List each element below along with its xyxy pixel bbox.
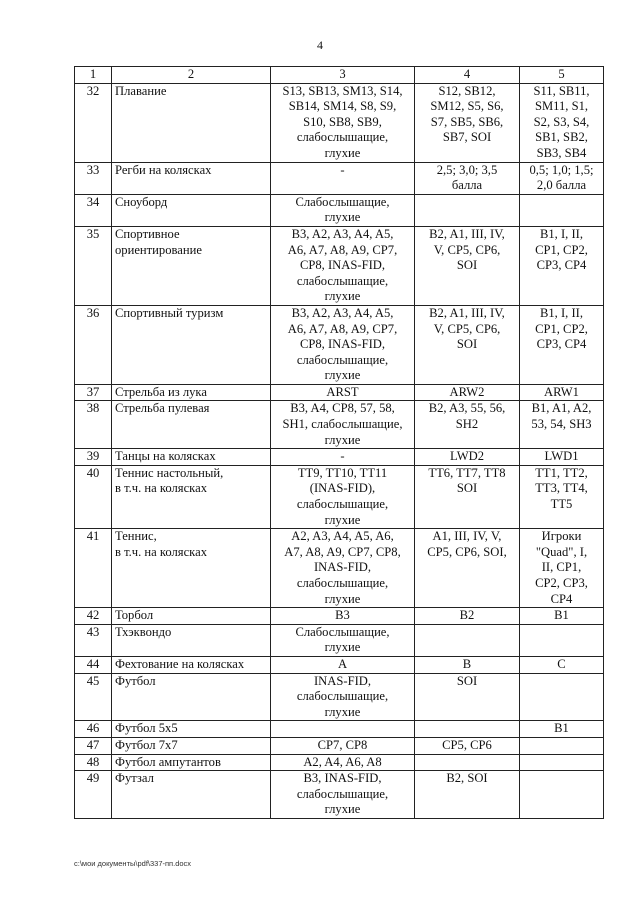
class-col-4-cell: B2	[415, 608, 520, 625]
class-col-5-cell: B1	[520, 721, 604, 738]
table-row	[75, 449, 604, 466]
table-row	[75, 162, 604, 194]
row-number-cell: 38	[75, 401, 112, 449]
sport-name-cell: Торбол	[112, 608, 271, 625]
row-number-cell: 42	[75, 608, 112, 625]
table-row	[75, 384, 604, 401]
row-number-cell: 37	[75, 384, 112, 401]
table-row	[75, 754, 604, 771]
class-col-3-cell: ARST	[271, 384, 415, 401]
class-col-3-cell: A	[271, 656, 415, 673]
class-col-3-cell: Слабослышащие, глухие	[271, 624, 415, 656]
row-number-cell: 46	[75, 721, 112, 738]
table-row	[75, 721, 604, 738]
class-col-5-cell	[520, 754, 604, 771]
class-col-5-cell	[520, 624, 604, 656]
header-col-1: 1	[75, 67, 112, 84]
table-row	[75, 771, 604, 819]
table-row	[75, 401, 604, 449]
class-col-3-cell	[271, 721, 415, 738]
header-col-3: 3	[271, 67, 415, 84]
class-col-3-cell: CP7, CP8	[271, 737, 415, 754]
row-number-cell: 36	[75, 305, 112, 384]
class-col-5-cell	[520, 673, 604, 721]
row-number-cell: 45	[75, 673, 112, 721]
row-number-cell: 32	[75, 83, 112, 162]
class-col-3-cell: A2, A3, A4, A5, A6, A7, A8, A9, CP7, CP8, INAS-FID, слабослышащие, глухие	[271, 529, 415, 608]
class-col-4-cell: ARW2	[415, 384, 520, 401]
row-number-cell: 41	[75, 529, 112, 608]
class-col-4-cell: S12, SB12, SM12, S5, S6, S7, SB5, SB6, SB7, SOI	[415, 83, 520, 162]
sport-name-cell: Футзал	[112, 771, 271, 819]
table-row	[75, 656, 604, 673]
class-col-3-cell: INAS-FID, слабослышащие, глухие	[271, 673, 415, 721]
sport-name-cell: Футбол	[112, 673, 271, 721]
table-row	[75, 529, 604, 608]
sport-name-cell: Футбол ампутантов	[112, 754, 271, 771]
class-col-3-cell: B3	[271, 608, 415, 625]
row-number-cell: 43	[75, 624, 112, 656]
class-col-4-cell: 2,5; 3,0; 3,5 балла	[415, 162, 520, 194]
class-col-5-cell: TT1, TT2, TT3, TT4, TT5	[520, 465, 604, 528]
row-number-cell: 34	[75, 194, 112, 226]
page-number: 4	[317, 38, 323, 52]
classification-table	[74, 66, 604, 819]
class-col-3-cell: B3, A2, A3, A4, A5, A6, A7, A8, A9, CP7, CP8, INAS-FID, слабослышащие, глухие	[271, 226, 415, 305]
class-col-3-cell: B3, A2, A3, A4, A5, A6, A7, A8, A9, CP7, CP8, INAS-FID, слабослышащие, глухие	[271, 305, 415, 384]
row-number-cell: 48	[75, 754, 112, 771]
class-col-5-cell	[520, 194, 604, 226]
class-col-4-cell: B	[415, 656, 520, 673]
class-col-3-cell: B3, A4, CP8, 57, 58, SH1, слабослышащие, глухие	[271, 401, 415, 449]
class-col-3-cell: A2, A4, A6, A8	[271, 754, 415, 771]
sport-name-cell: Спортивный туризм	[112, 305, 271, 384]
table-row	[75, 83, 604, 162]
class-col-5-cell: B1, I, II, CP1, CP2, CP3, CP4	[520, 226, 604, 305]
table-row	[75, 194, 604, 226]
table-row	[75, 305, 604, 384]
sport-name-cell: Танцы на колясках	[112, 449, 271, 466]
sport-name-cell: Футбол 5x5	[112, 721, 271, 738]
class-col-3-cell: -	[271, 162, 415, 194]
class-col-4-cell: B2, A1, III, IV, V, CP5, CP6, SOI	[415, 305, 520, 384]
row-number-cell: 33	[75, 162, 112, 194]
sport-name-cell: Спортивное ориентирование	[112, 226, 271, 305]
class-col-5-cell: C	[520, 656, 604, 673]
table-row	[75, 673, 604, 721]
table-row	[75, 624, 604, 656]
sport-name-cell: Регби на колясках	[112, 162, 271, 194]
header-row	[75, 67, 604, 84]
sport-name-cell: Стрельба пулевая	[112, 401, 271, 449]
class-col-5-cell: B1, I, II, CP1, CP2, CP3, CP4	[520, 305, 604, 384]
class-col-4-cell: SOI	[415, 673, 520, 721]
class-col-3-cell: S13, SB13, SM13, S14, SB14, SM14, S8, S9, S10, SB8, SB9, слабослышащие, глухие	[271, 83, 415, 162]
row-number-cell: 49	[75, 771, 112, 819]
sport-name-cell: Плавание	[112, 83, 271, 162]
class-col-3-cell: B3, INAS-FID, слабослышащие, глухие	[271, 771, 415, 819]
row-number-cell: 47	[75, 737, 112, 754]
class-col-4-cell: A1, III, IV, V, CP5, CP6, SOI,	[415, 529, 520, 608]
header-col-2: 2	[112, 67, 271, 84]
sport-name-cell: Сноуборд	[112, 194, 271, 226]
row-number-cell: 39	[75, 449, 112, 466]
row-number-cell: 35	[75, 226, 112, 305]
sport-name-cell: Тхэквондо	[112, 624, 271, 656]
class-col-5-cell: B1	[520, 608, 604, 625]
class-col-5-cell: LWD1	[520, 449, 604, 466]
class-col-4-cell: CP5, CP6	[415, 737, 520, 754]
class-col-4-cell	[415, 721, 520, 738]
table-row	[75, 226, 604, 305]
class-col-5-cell: ARW1	[520, 384, 604, 401]
table-row	[75, 608, 604, 625]
header-col-5: 5	[520, 67, 604, 84]
class-col-5-cell	[520, 737, 604, 754]
row-number-cell: 40	[75, 465, 112, 528]
class-col-4-cell	[415, 754, 520, 771]
class-col-4-cell: B2, SOI	[415, 771, 520, 819]
row-number-cell: 44	[75, 656, 112, 673]
sport-name-cell: Футбол 7x7	[112, 737, 271, 754]
table-row	[75, 465, 604, 528]
sport-name-cell: Фехтование на колясках	[112, 656, 271, 673]
class-col-4-cell: B2, A1, III, IV, V, CP5, CP6, SOI	[415, 226, 520, 305]
class-col-5-cell	[520, 771, 604, 819]
class-col-5-cell: B1, A1, A2, 53, 54, SH3	[520, 401, 604, 449]
class-col-4-cell	[415, 624, 520, 656]
class-col-3-cell: TT9, TT10, TT11 (INAS-FID), слабослышащие, глухие	[271, 465, 415, 528]
class-col-3-cell: Слабослышащие, глухие	[271, 194, 415, 226]
sport-name-cell: Стрельба из лука	[112, 384, 271, 401]
class-col-4-cell: B2, A3, 55, 56, SH2	[415, 401, 520, 449]
class-col-4-cell	[415, 194, 520, 226]
class-col-3-cell: -	[271, 449, 415, 466]
header-col-4: 4	[415, 67, 520, 84]
footer-file-path: c:\мои документы\pdf\337-пп.docx	[74, 859, 192, 868]
sport-name-cell: Теннис, в т.ч. на колясках	[112, 529, 271, 608]
class-col-4-cell: LWD2	[415, 449, 520, 466]
class-col-5-cell: 0,5; 1,0; 1,5; 2,0 балла	[520, 162, 604, 194]
class-col-4-cell: TT6, TT7, TT8 SOI	[415, 465, 520, 528]
table-row	[75, 737, 604, 754]
class-col-5-cell: Игроки "Quad", I, II, CP1, CP2, CP3, CP4	[520, 529, 604, 608]
sport-name-cell: Теннис настольный, в т.ч. на колясках	[112, 465, 271, 528]
class-col-5-cell: S11, SB11, SM11, S1, S2, S3, S4, SB1, SB2, SB3, SB4	[520, 83, 604, 162]
